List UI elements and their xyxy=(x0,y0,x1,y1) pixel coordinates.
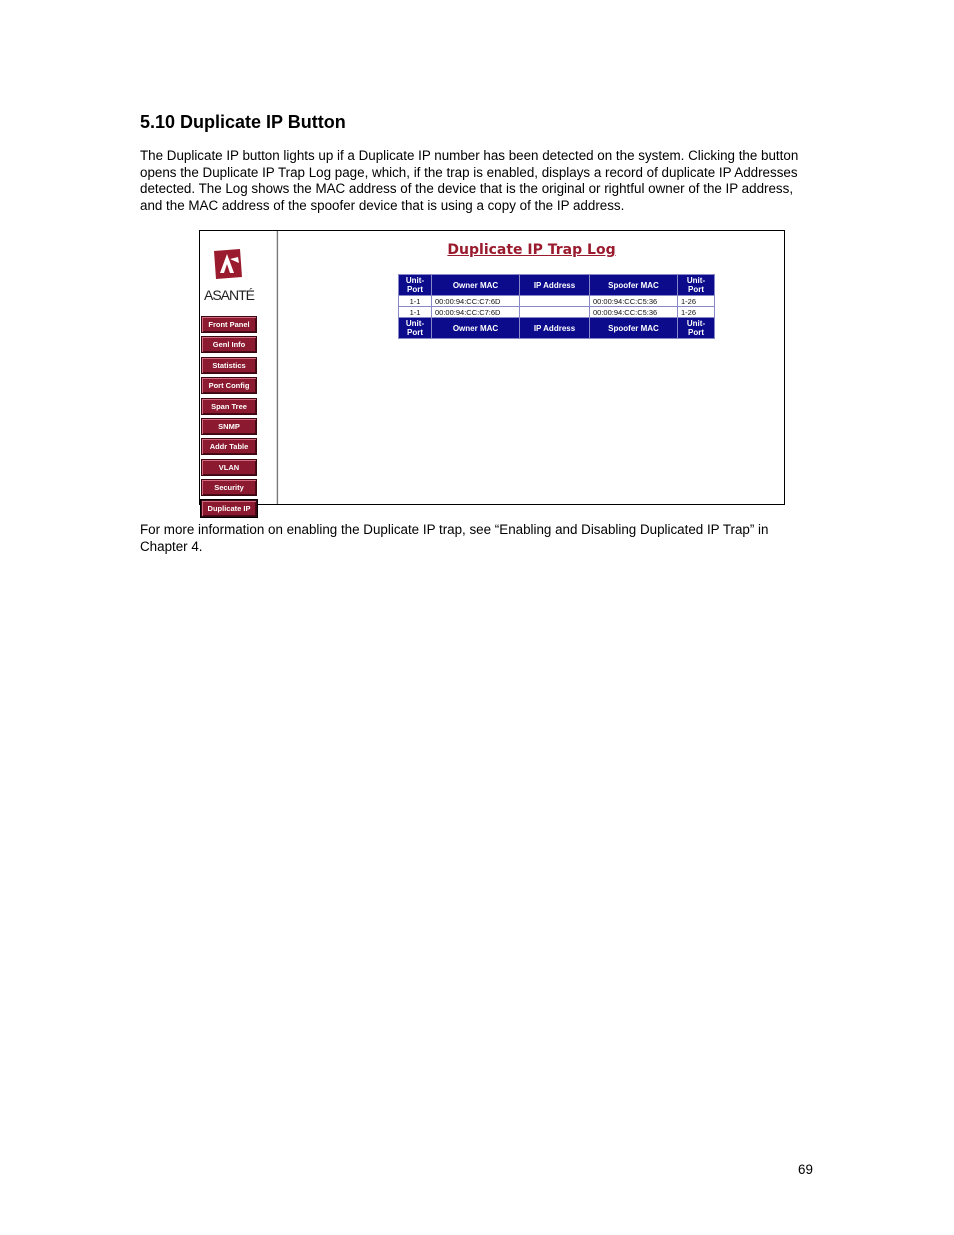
asante-logo-text: ASANTÉ xyxy=(204,287,255,303)
nav-button-genl-info[interactable]: Genl Info xyxy=(201,336,257,353)
cell-spoofer-unit-port: 1-26 xyxy=(678,307,715,318)
main-panel xyxy=(279,231,784,504)
nav-button-security[interactable]: Security xyxy=(201,479,257,496)
cell-spoofer-unit-port: 1-26 xyxy=(678,296,715,307)
table-row xyxy=(399,307,715,318)
col-header-spoofer-mac: Spoofer MAC xyxy=(590,275,678,296)
table-row xyxy=(399,296,715,307)
section-heading: 5.10 Duplicate IP Button xyxy=(140,112,346,132)
trap-log-table xyxy=(398,274,715,339)
cell-spoofer-mac: 00:00:94:CC:C5:36 xyxy=(590,296,678,307)
cell-owner-mac: 00:00:94:CC:C7:6D xyxy=(432,307,520,318)
cell-spoofer-mac: 00:00:94:CC:C5:36 xyxy=(590,307,678,318)
nav-button-duplicate-ip[interactable]: Duplicate IP xyxy=(201,500,257,517)
col-header-ip-address: IP Address xyxy=(520,275,590,296)
table-header-row xyxy=(399,275,715,296)
page-number: 69 xyxy=(798,1162,813,1177)
col-header-unit-port: Unit-Port xyxy=(399,275,432,296)
cell-unit-port: 1-1 xyxy=(399,307,432,318)
cell-unit-port: 1-1 xyxy=(399,296,432,307)
trap-log-title: Duplicate IP Trap Log xyxy=(447,242,616,258)
duplicate-ip-screenshot xyxy=(199,230,785,513)
nav-button-snmp[interactable]: SNMP xyxy=(201,418,257,435)
cell-ip-address xyxy=(520,307,590,318)
nav-button-span-tree[interactable]: Span Tree xyxy=(201,398,257,415)
asante-logo-icon xyxy=(210,247,244,281)
nav-button-port-config[interactable]: Port Config xyxy=(201,377,257,394)
nav-button-addr-table[interactable]: Addr Table xyxy=(201,438,257,455)
cell-owner-mac: 00:00:94:CC:C7:6D xyxy=(432,296,520,307)
cell-ip-address xyxy=(520,296,590,307)
more-info-paragraph: For more information on enabling the Duplicate IP trap, see “Enabling and Disabling Duplicated IP Trap” in Chapter 4. xyxy=(140,522,769,554)
col-footer-spoofer-unit-port: Unit-Port xyxy=(678,318,715,339)
col-footer-owner-mac: Owner MAC xyxy=(432,318,520,339)
col-header-owner-mac: Owner MAC xyxy=(432,275,520,296)
nav-button-statistics[interactable]: Statistics xyxy=(201,357,257,374)
table-footer-row xyxy=(399,318,715,339)
col-footer-unit-port: Unit-Port xyxy=(399,318,432,339)
col-header-spoofer-unit-port: Unit-Port xyxy=(678,275,715,296)
col-footer-spoofer-mac: Spoofer MAC xyxy=(590,318,678,339)
col-footer-ip-address: IP Address xyxy=(520,318,590,339)
nav-button-front-panel[interactable]: Front Panel xyxy=(201,316,257,333)
nav-button-list xyxy=(201,316,257,520)
nav-button-vlan[interactable]: VLAN xyxy=(201,459,257,476)
sidebar xyxy=(200,231,276,513)
intro-paragraph: The Duplicate IP button lights up if a Duplicate IP number has been detected on the system. Clicking the button opens the Duplicate IP Trap Log page, which, if the trap is enabled, displays a record of duplicate IP Addresses detected. The Log shows the MAC address of the device that is the original or rightful owner of the IP address, and the MAC address of the spoofer device that is using a copy of the IP address. xyxy=(140,148,799,213)
